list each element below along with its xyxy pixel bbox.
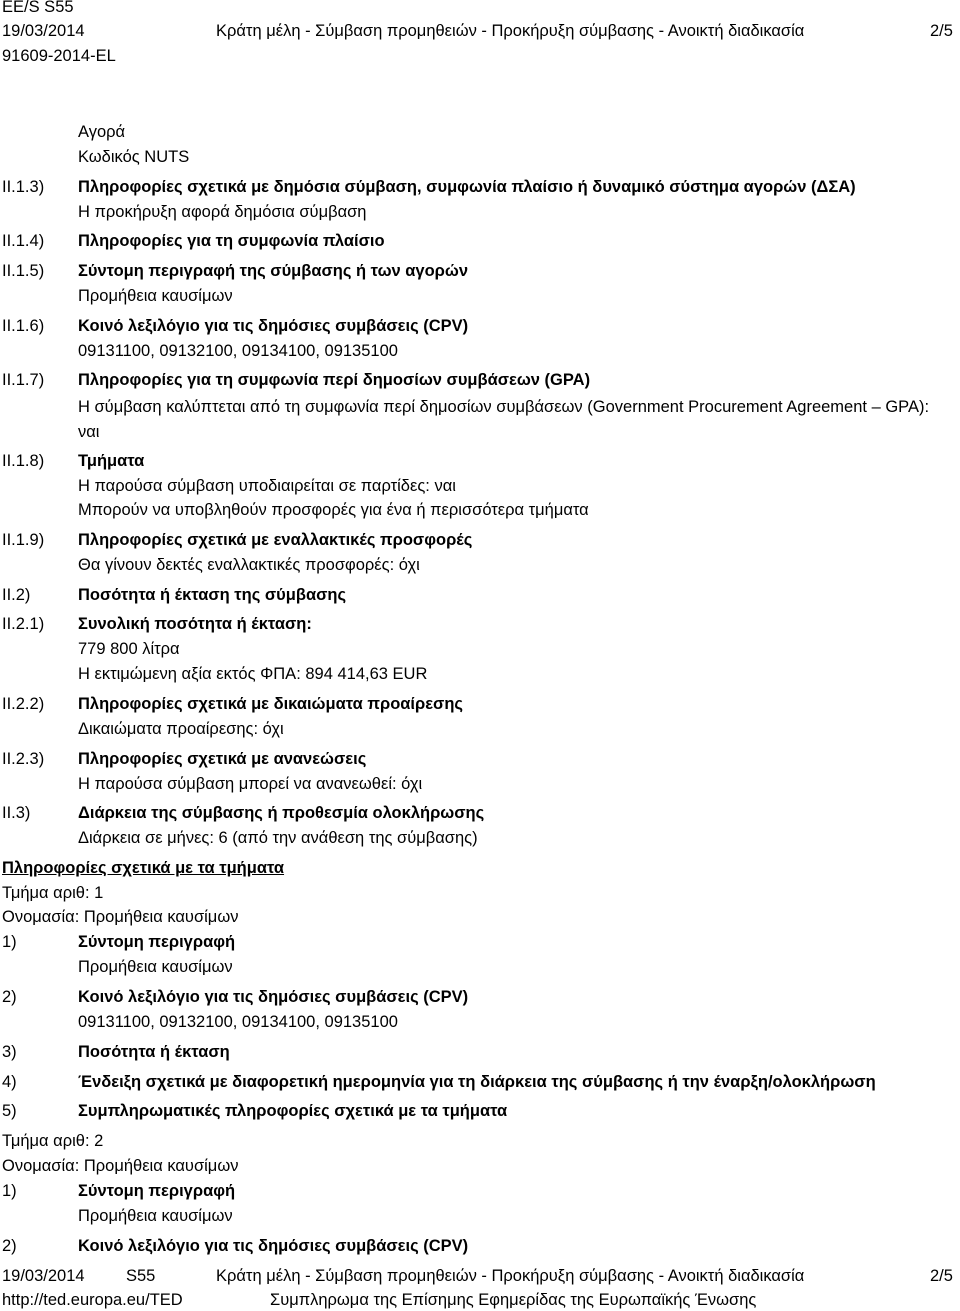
lot-name: Ονομασία: Προμήθεια καυσίμων <box>2 908 239 926</box>
nuts-label: Κωδικός NUTS <box>78 148 190 166</box>
lot-number: Τμήμα αριθ: 1 <box>2 884 104 902</box>
footer-date: 19/03/2014 <box>2 1267 85 1285</box>
estimated-value: Η εκτιμώμενη αξία εκτός ΦΠΑ: 894 414,63 EUR <box>78 665 428 683</box>
footer-supplement: Συμπληρωμα της Επίσημης Εφημερίδας της Ευρωπαϊκής Ένωσης <box>270 1291 757 1309</box>
lot-item-number: 4) <box>2 1073 17 1091</box>
lot-item-heading: Ποσότητα ή έκταση <box>78 1043 230 1061</box>
section-heading: Τμήματα <box>78 452 145 470</box>
section-text: Προμήθεια καυσίμων <box>78 287 233 305</box>
lot-item-heading: Συμπληρωματικές πληροφορίες σχετικά με τα τμήματα <box>78 1102 508 1120</box>
lot-item-number: 2) <box>2 1237 17 1255</box>
lot-item-heading: Κοινό λεξιλόγιο για τις δημόσιες συμβάσεις (CPV) <box>78 988 469 1006</box>
section-heading: Κοινό λεξιλόγιο για τις δημόσιες συμβάσεις (CPV) <box>78 317 469 335</box>
lot-name: Ονομασία: Προμήθεια καυσίμων <box>2 1157 239 1175</box>
section-number: II.2.1) <box>2 615 45 633</box>
section-heading: Πληροφορίες για τη συμφωνία πλαίσιο <box>78 232 385 250</box>
section-heading: Ποσότητα ή έκταση της σύμβασης <box>78 586 347 604</box>
lot-item-text: Προμήθεια καυσίμων <box>78 958 233 976</box>
section-heading: Συνολική ποσότητα ή έκταση: <box>78 615 312 633</box>
lot-item-heading: Κοινό λεξιλόγιο για τις δημόσιες συμβάσεις (CPV) <box>78 1237 469 1255</box>
lot-item-heading: Σύντομη περιγραφή <box>78 1182 236 1200</box>
market-label: Αγορά <box>78 123 126 141</box>
footer-page-number: 2/5 <box>930 1267 953 1285</box>
section-number: II.1.9) <box>2 531 45 549</box>
section-text: Η προκήρυξη αφορά δημόσια σύμβαση <box>78 203 367 221</box>
section-text: Θα γίνουν δεκτές εναλλακτικές προσφορές: όχι <box>78 556 420 574</box>
section-text: Διάρκεια σε μήνες: 6 (από την ανάθεση της σύμβασης) <box>78 829 478 847</box>
section-heading: Πληροφορίες για τη συμφωνία περί δημοσίων συμβάσεων (GPA) <box>78 371 591 389</box>
gpa-text: Η σύμβαση καλύπτεται από τη συμφωνία περί δημοσίων συμβάσεων (Government Procurement Agreement – GPA): ναι <box>78 398 930 441</box>
section-heading: Σύντομη περιγραφή της σύμβασης ή των αγορών <box>78 262 468 280</box>
section-number: II.2.3) <box>2 750 45 768</box>
section-heading: Πληροφορίες σχετικά με εναλλακτικές προσφορές <box>78 531 473 549</box>
lot-item-heading: Ένδειξη σχετικά με διαφορετική ημερομηνία για τη διάρκεια της σύμβασης ή την έναρξη/ολοκλήρωση <box>78 1073 876 1091</box>
header-series: EE/S S55 <box>2 0 74 16</box>
lots-heading: Πληροφορίες σχετικά με τα τμήματα <box>2 859 285 877</box>
section-heading: Διάρκεια της σύμβασης ή προθεσμία ολοκλήρωσης <box>78 804 485 822</box>
section-heading: Πληροφορίες σχετικά με δικαιώματα προαίρεσης <box>78 695 463 713</box>
lot-item-text: Προμήθεια καυσίμων <box>78 1207 233 1225</box>
section-number: II.1.8) <box>2 452 45 470</box>
section-number: II.3) <box>2 804 31 822</box>
section-number: II.1.6) <box>2 317 45 335</box>
header-title: Κράτη μέλη - Σύμβαση προμηθειών - Προκήρυξη σύμβασης - Ανοικτή διαδικασία <box>216 22 805 40</box>
lot-number: Τμήμα αριθ: 2 <box>2 1132 104 1150</box>
section-text: Δικαιώματα προαίρεσης: όχι <box>78 720 284 738</box>
quantity-text: 779 800 λίτρα <box>78 640 180 658</box>
section-number: II.1.4) <box>2 232 45 250</box>
section-number: II.2.2) <box>2 695 45 713</box>
section-number: II.2) <box>2 586 31 604</box>
cpv-codes: 09131100, 09132100, 09134100, 09135100 <box>78 1013 398 1031</box>
section-heading: Πληροφορίες σχετικά με ανανεώσεις <box>78 750 367 768</box>
lot-item-number: 2) <box>2 988 17 1006</box>
cpv-codes: 09131100, 09132100, 09134100, 09135100 <box>78 342 398 360</box>
lot-item-number: 5) <box>2 1102 17 1120</box>
footer-series: S55 <box>126 1267 156 1285</box>
section-number: II.1.5) <box>2 262 45 280</box>
header-date: 19/03/2014 <box>2 22 85 40</box>
lot-item-number: 1) <box>2 1182 17 1200</box>
lot-item-number: 1) <box>2 933 17 951</box>
section-number: II.1.3) <box>2 178 45 196</box>
section-text: Η παρούσα σύμβαση μπορεί να ανανεωθεί: όχι <box>78 775 423 793</box>
section-heading: Πληροφορίες σχετικά με δημόσια σύμβαση, συμφωνία πλαίσιο ή δυναμικό σύστημα αγορών (ΔΣΑ) <box>78 178 856 196</box>
section-text: Η παρούσα σύμβαση υποδιαιρείται σε παρτίδες: ναι <box>78 477 456 495</box>
header-doc-id: 91609-2014-EL <box>2 47 116 65</box>
section-text: Μπορούν να υποβληθούν προσφορές για ένα ή περισσότερα τμήματα <box>78 501 589 519</box>
footer-title: Κράτη μέλη - Σύμβαση προμηθειών - Προκήρυξη σύμβασης - Ανοικτή διαδικασία <box>216 1267 805 1285</box>
header-page-number: 2/5 <box>930 22 953 40</box>
lot-item-heading: Σύντομη περιγραφή <box>78 933 236 951</box>
footer-url-link[interactable]: http://ted.europa.eu/TED <box>2 1291 183 1309</box>
section-number: II.1.7) <box>2 371 45 389</box>
lot-item-number: 3) <box>2 1043 17 1061</box>
